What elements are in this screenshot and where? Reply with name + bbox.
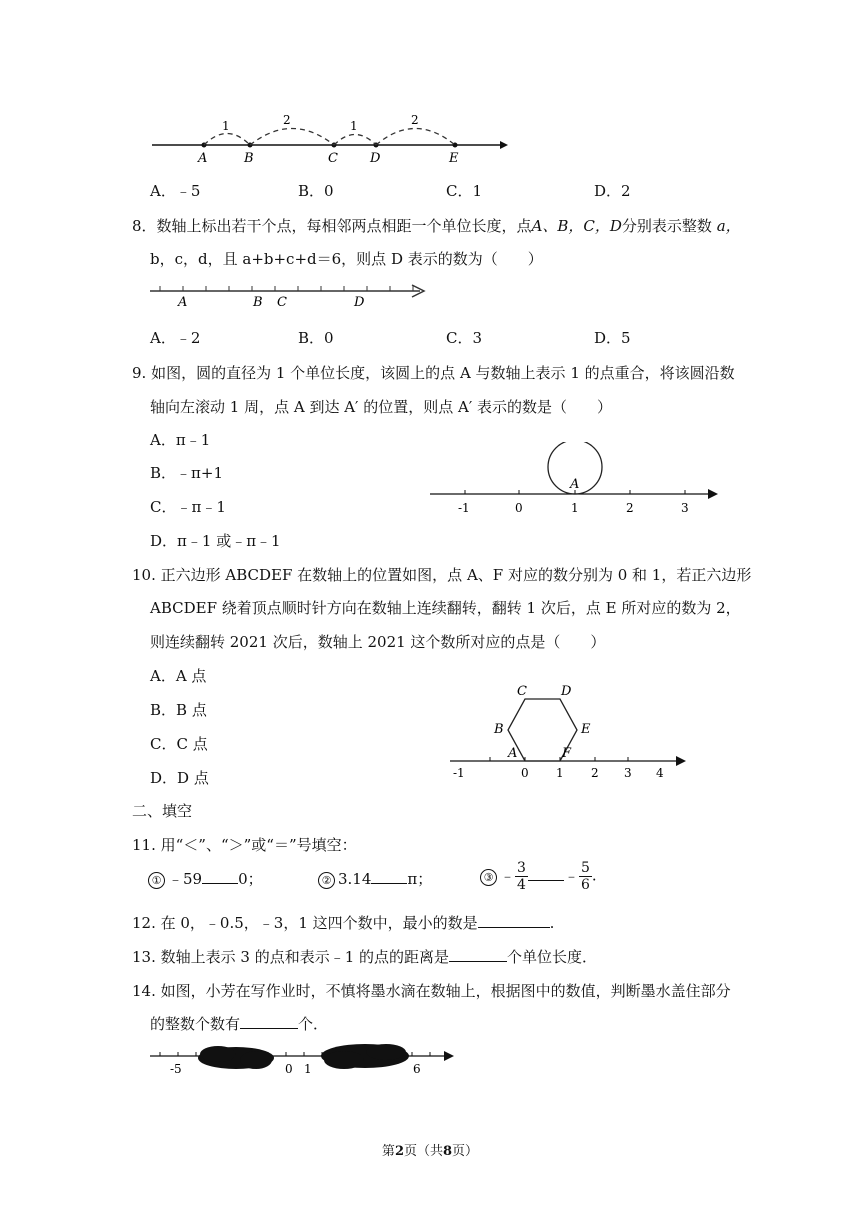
- q10-tick-2: 2: [591, 766, 599, 780]
- q11-part2-a: 3.14: [338, 870, 372, 888]
- q7-arc-label-4: 2: [411, 113, 419, 127]
- q8-option-d: D．5: [594, 329, 631, 347]
- q14-line2: [150, 1013, 328, 1034]
- q10-vertex-d: D: [561, 684, 572, 699]
- q10-vertex-f: F: [562, 746, 572, 761]
- q8-label-b: B: [253, 295, 263, 308]
- q10-vertex-b: B: [494, 722, 504, 737]
- q7-option-c: C．1: [446, 182, 483, 200]
- q11-minus-2: ﹣: [563, 866, 579, 885]
- q11-part1-a: ﹣59: [168, 870, 203, 888]
- q7-option-d: D．2: [594, 182, 631, 200]
- q11-frac1-den: 4: [517, 877, 526, 893]
- q14-tick-0: 0: [285, 1062, 293, 1076]
- q11-part2: [318, 868, 432, 889]
- ink-blot-left: [198, 1046, 274, 1069]
- q10-line3: 则连续翻转 2021 次后，数轴上 2021 这个数所对应的点是（ ）: [150, 633, 606, 651]
- q11-circle-1: ①: [148, 872, 165, 889]
- q10-vertex-a: A: [508, 746, 518, 761]
- q9-line2: 轴向左滚动 1 周，点 A 到达 A′ 的位置，则点 A′ 表示的数是（ ）: [150, 398, 612, 416]
- q10-tick-4: 4: [656, 766, 664, 780]
- q9-line1: [132, 362, 735, 383]
- q9-line1-text: 如图，圆的直径为 1 个单位长度，该圆上的点 A 与数轴上表示 1 的点重合，将该圆沿数: [151, 364, 735, 382]
- footer-pre: 第: [381, 1144, 395, 1159]
- q7-arc-label-2: 2: [283, 113, 291, 127]
- q13-blank[interactable]: [449, 947, 507, 962]
- q10-option-b: B．B 点: [150, 701, 207, 719]
- q8-line1-var: a，: [716, 217, 741, 235]
- q12-blank[interactable]: [478, 913, 550, 928]
- q11-text: 11. 用“＜”、“＞”或“＝”号填空：: [132, 836, 357, 854]
- q11-blank-1[interactable]: [202, 869, 238, 884]
- q8-line1-points: A、B，C，D: [531, 217, 622, 235]
- q7-arc-label-1: 1: [222, 119, 230, 133]
- q7-label-e: E: [449, 151, 459, 166]
- q7-label-a: A: [198, 151, 208, 166]
- q7-label-c: C: [328, 151, 338, 166]
- q8-line1: [132, 215, 741, 236]
- q11-blank-2[interactable]: [371, 869, 407, 884]
- q10-number: 10.: [132, 566, 156, 584]
- q7-number-line: [150, 110, 510, 166]
- q11-frac2-den: 6: [580, 877, 590, 893]
- q8-option-b: B．0: [298, 329, 334, 347]
- q7-label-d: D: [370, 151, 381, 166]
- q10-tick-0: 0: [521, 766, 529, 780]
- q12-text: 12. 在 0，﹣0.5，﹣3，1 这四个数中，最小的数是: [132, 914, 478, 932]
- q7-option-b: B．0: [298, 182, 334, 200]
- q9-tick-3: 3: [681, 501, 689, 515]
- q8-option-a: A．﹣2: [150, 329, 201, 347]
- q11-part3: [480, 860, 597, 893]
- q11-end: .: [591, 866, 597, 885]
- q13-text: 13. 数轴上表示 3 的点和表示﹣1 的点的距离是: [132, 948, 450, 966]
- page-footer: [0, 1140, 860, 1159]
- q14-tick-1: 1: [304, 1062, 312, 1076]
- q7-option-a: A．﹣5: [150, 182, 201, 200]
- q14-tick-neg5: -5: [170, 1062, 182, 1076]
- q8-number-line: [148, 280, 433, 308]
- q9-number: 9.: [132, 364, 147, 382]
- q9-option-d: D．π﹣1 或﹣π﹣1: [150, 532, 281, 550]
- q11-part1: [148, 868, 263, 889]
- q9-point-a: A: [570, 477, 580, 492]
- q14-line1: 14. 如图，小芳在写作业时，不慎将墨水滴在数轴上，根据图中的数值，判断墨水盖住部分: [132, 982, 731, 1000]
- q13-end: 个单位长度．: [507, 948, 598, 966]
- q8-line2: b，c，d，且 a+b+c+d＝6，则点 D 表示的数为（ ）: [150, 250, 543, 268]
- q14-blank[interactable]: [240, 1014, 298, 1029]
- q8-line1-text: 数轴上标出若干个点，每相邻两点相距一个单位长度，点: [156, 217, 532, 235]
- footer-post: 页）: [452, 1144, 479, 1159]
- footer-total-pages: 8: [443, 1144, 453, 1159]
- q10-tick-neg1: -1: [453, 766, 465, 780]
- footer-mid: 页（共: [403, 1144, 443, 1159]
- q8-option-c: C．3: [446, 329, 483, 347]
- q10-option-c: C．C 点: [150, 735, 208, 753]
- q11-circle-2: ②: [318, 872, 335, 889]
- q14-line2-a: 的整数个数有: [150, 1015, 241, 1033]
- q9-option-b: B．﹣π+1: [150, 464, 223, 482]
- q11-fraction-2: [579, 860, 592, 893]
- q7-label-b: B: [244, 151, 254, 166]
- q8-number: 8．: [132, 217, 157, 235]
- q12-end: .: [549, 914, 555, 932]
- q9-tick-neg1: -1: [458, 501, 470, 515]
- q9-circle-number-line: [428, 442, 728, 518]
- q10-line2: ABCDEF 绕着顶点顺时针方向在数轴上连续翻转，翻转 1 次后，点 E 所对应的数为 2，: [150, 599, 741, 617]
- q11-part1-b: 0；: [238, 870, 263, 888]
- q10-hexagon-number-line: [450, 680, 700, 782]
- q10-option-d: D．D 点: [150, 769, 209, 787]
- q7-arc-label-3: 1: [350, 119, 358, 133]
- q12-line: [132, 912, 554, 933]
- q14-ink-number-line: [148, 1040, 458, 1078]
- q11-fraction-1: [515, 860, 528, 893]
- q8-label-a: A: [178, 295, 188, 308]
- q10-tick-1: 1: [556, 766, 564, 780]
- q9-tick-1: 1: [571, 501, 579, 515]
- q8-label-d: D: [354, 295, 365, 308]
- section-fill-in-heading: 二、填空: [132, 802, 193, 820]
- q9-tick-2: 2: [626, 501, 634, 515]
- q10-option-a: A．A 点: [150, 667, 207, 685]
- q10-line1-text: 正六边形 ABCDEF 在数轴上的位置如图，点 A、F 对应的数分别为 0 和 1，若正六边形: [160, 566, 752, 584]
- q11-circle-3: ③: [480, 869, 497, 886]
- q9-option-c: C．﹣π﹣1: [150, 498, 226, 516]
- q9-option-a: A．π﹣1: [150, 431, 211, 449]
- q14-tick-6: 6: [413, 1062, 421, 1076]
- q10-vertex-e: E: [581, 722, 591, 737]
- footer-page-number: 2: [394, 1144, 404, 1159]
- q10-tick-3: 3: [624, 766, 632, 780]
- q10-vertex-c: C: [517, 684, 527, 699]
- ink-blot-right: [321, 1044, 409, 1069]
- q11-minus-1: ﹣: [500, 866, 516, 885]
- q11-blank-3[interactable]: [528, 866, 564, 881]
- q11-frac1-num: 3: [517, 860, 526, 876]
- q8-label-c: C: [277, 295, 287, 308]
- q11-frac2-num: 5: [580, 860, 590, 876]
- q8-line1-tail: 分别表示整数: [621, 217, 712, 235]
- q10-line1: [132, 564, 751, 585]
- q11-part2-b: π；: [407, 870, 433, 888]
- q9-tick-0: 0: [515, 501, 523, 515]
- q14-line2-b: 个．: [298, 1015, 329, 1033]
- q13-line: [132, 946, 597, 967]
